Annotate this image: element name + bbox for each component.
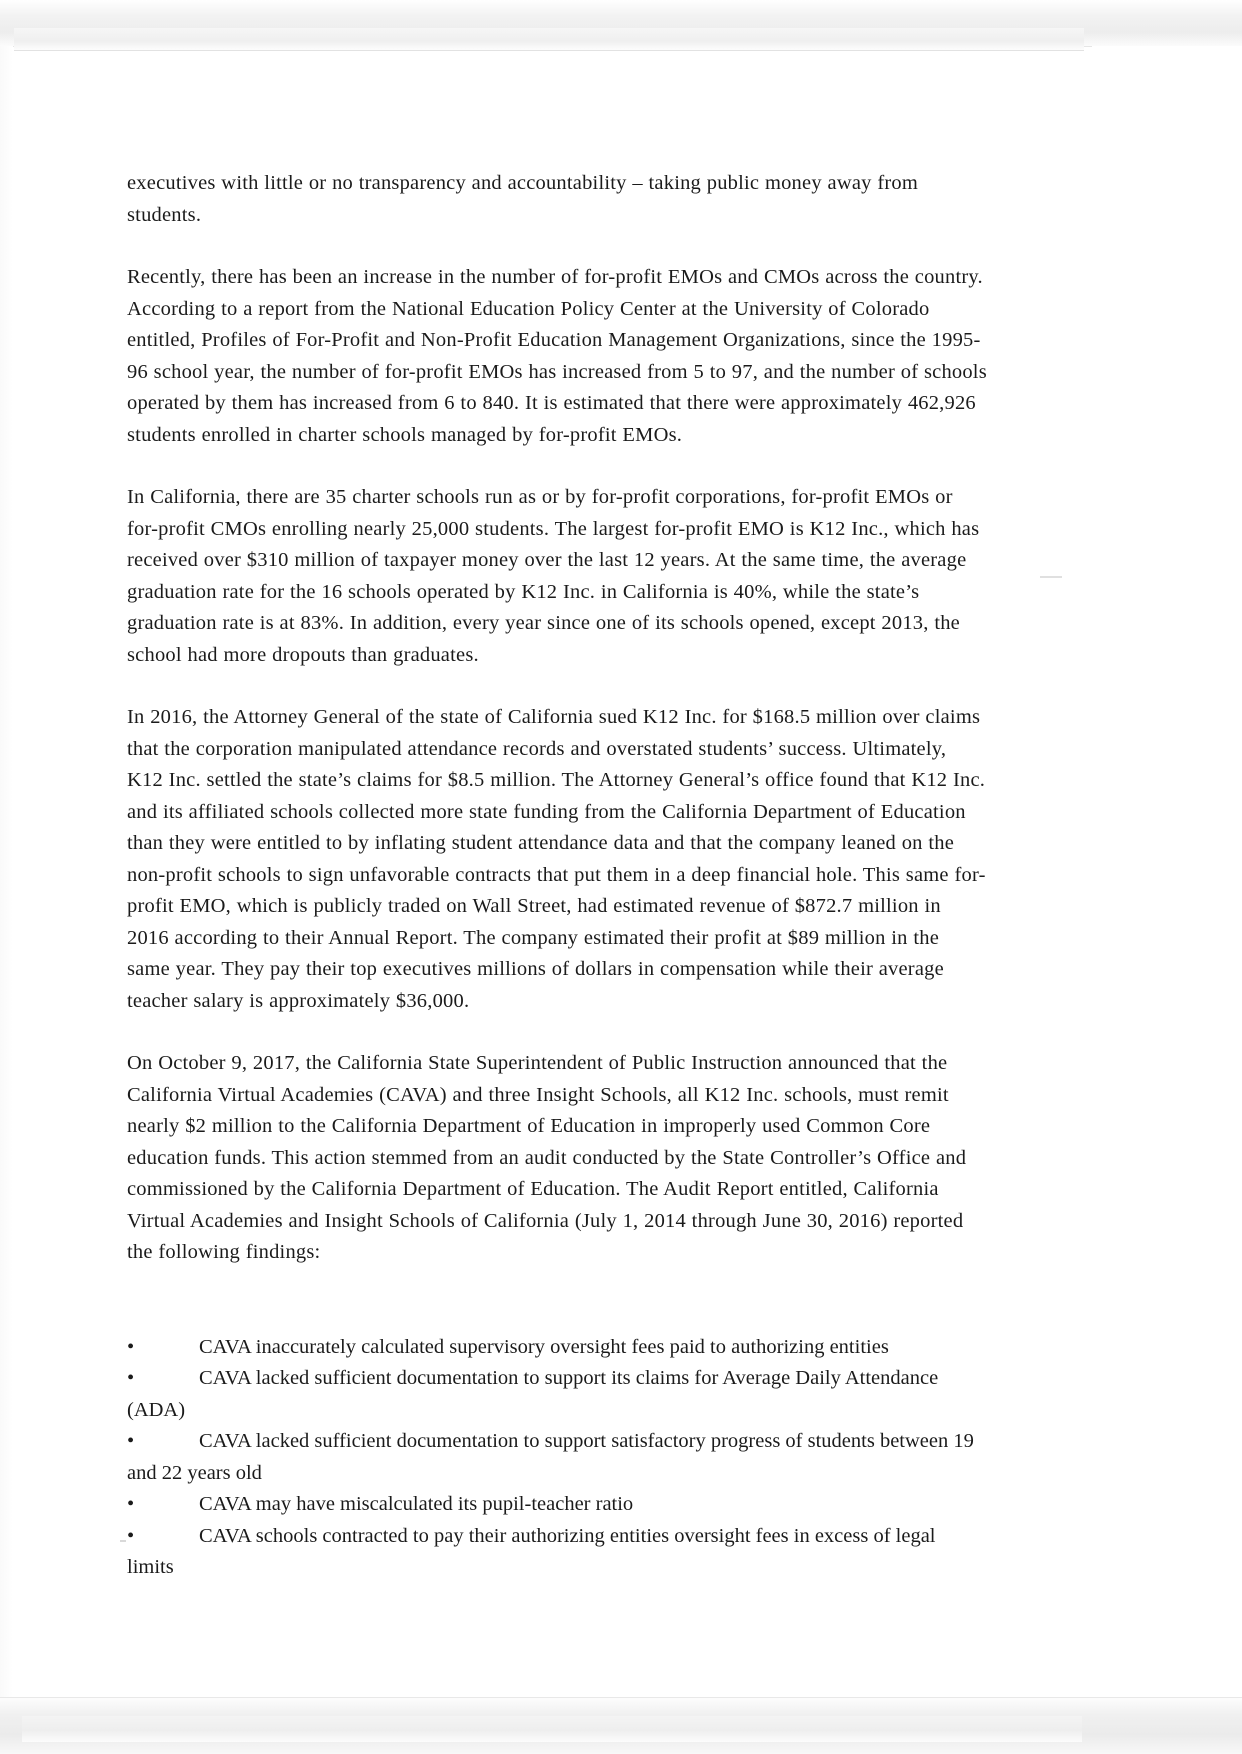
audit-findings-list bbox=[127, 1332, 987, 1584]
finding-text: CAVA may have miscalculated its pupil-teacher ratio bbox=[199, 1493, 634, 1515]
scan-speck bbox=[1040, 576, 1062, 578]
list-spacer bbox=[127, 1300, 987, 1332]
scan-artifact-right-edge bbox=[1092, 46, 1242, 1698]
bullet-icon: • bbox=[127, 1430, 135, 1452]
finding-text: CAVA schools contracted to pay their authorizing entities oversight fees in excess of legal limits bbox=[127, 1524, 936, 1578]
scan-artifact-bottom-band bbox=[0, 1697, 1242, 1754]
bullet-icon: • bbox=[127, 1335, 135, 1358]
scan-artifact-top-inner bbox=[14, 28, 1084, 51]
paragraph-1: executives with little or no transparency and accountability – taking public money away from students. bbox=[127, 172, 918, 226]
list-item bbox=[127, 1426, 987, 1489]
list-item bbox=[127, 1332, 987, 1364]
list-item bbox=[127, 1363, 987, 1426]
document-body bbox=[127, 168, 987, 1584]
finding-text: CAVA inaccurately calculated supervisory oversight fees paid to authorizing entities bbox=[199, 1335, 889, 1358]
paragraph-5: On October 9, 2017, the California State Superintendent of Public Instruction announced that the California Virtual Academies (CAVA) and three Insight Schools, all K12 Inc. schools, must remit nearly $2 million to the California Department of Education in improperly used Common Core education funds. This action stemmed from an audit conducted by the State Controller’s Office and commissioned by the California Department of Education. The Audit Report entitled, California Virtual Academies and Insight Schools of California (July 1, 2014 through June 30, 2016) reported the following findings: bbox=[127, 1052, 967, 1263]
scan-speck bbox=[120, 1540, 126, 1542]
bullet-icon: • bbox=[127, 1367, 135, 1389]
list-item bbox=[127, 1521, 987, 1584]
scan-artifact-top-band bbox=[0, 0, 1242, 47]
paragraph-3: In California, there are 35 charter schools run as or by for-profit corporations, for-profit EMOs or for-profit CMOs enrolling nearly 25,000 students. The largest for-profit EMO is K12 Inc., which has received over $310 million of taxpayer money over the last 12 years. At the same time, the average graduation rate for the 16 schools operated by K12 Inc. in California is 40%, while the state’s graduation rate is at 83%. In addition, every year since one of its schools opened, except 2013, the school had more dropouts than graduates. bbox=[127, 486, 980, 666]
bullet-icon: • bbox=[127, 1493, 135, 1515]
finding-text: CAVA lacked sufficient documentation to support satisfactory progress of students between 19 and 22 years old bbox=[127, 1430, 974, 1484]
scan-artifact-left-edge bbox=[0, 46, 13, 1698]
paragraph-2: Recently, there has been an increase in the number of for-profit EMOs and CMOs across the country. According to a report from the National Education Policy Center at the University of Colorado entitled, Profiles of For-Profit and Non-Profit Education Management Organizations, since the 1995-96 school year, the number of for-profit EMOs has increased from 5 to 97, and the number of schools operated by them has increased from 6 to 840. It is estimated that there were approximately 462,926 students enrolled in charter schools managed by for-profit EMOs. bbox=[127, 266, 987, 446]
scan-artifact-bottom-inner bbox=[22, 1716, 1082, 1742]
paragraph-4: In 2016, the Attorney General of the state of California sued K12 Inc. for $168.5 million over claims that the corporation manipulated attendance records and overstated students’ success. Ultimately, K12 Inc. settled the state’s claims for $8.5 million. The Attorney General’s office found that K12 Inc. and its affiliated schools collected more state funding from the California Department of Education than they were entitled to by inflating student attendance data and that the company leaned on the non-profit schools to sign unfavorable contracts that put them in a deep financial hole. This same for-profit EMO, which is publicly traded on Wall Street, had estimated revenue of $872.7 million in 2016 according to their Annual Report. The company estimated their profit at $89 million in the same year. They pay their top executives millions of dollars in compensation while their average teacher salary is approximately $36,000. bbox=[127, 706, 986, 1012]
list-item bbox=[127, 1489, 987, 1521]
finding-text: CAVA lacked sufficient documentation to support its claims for Average Daily Attendance (ADA) bbox=[127, 1367, 939, 1421]
bullet-icon: • bbox=[127, 1524, 135, 1547]
